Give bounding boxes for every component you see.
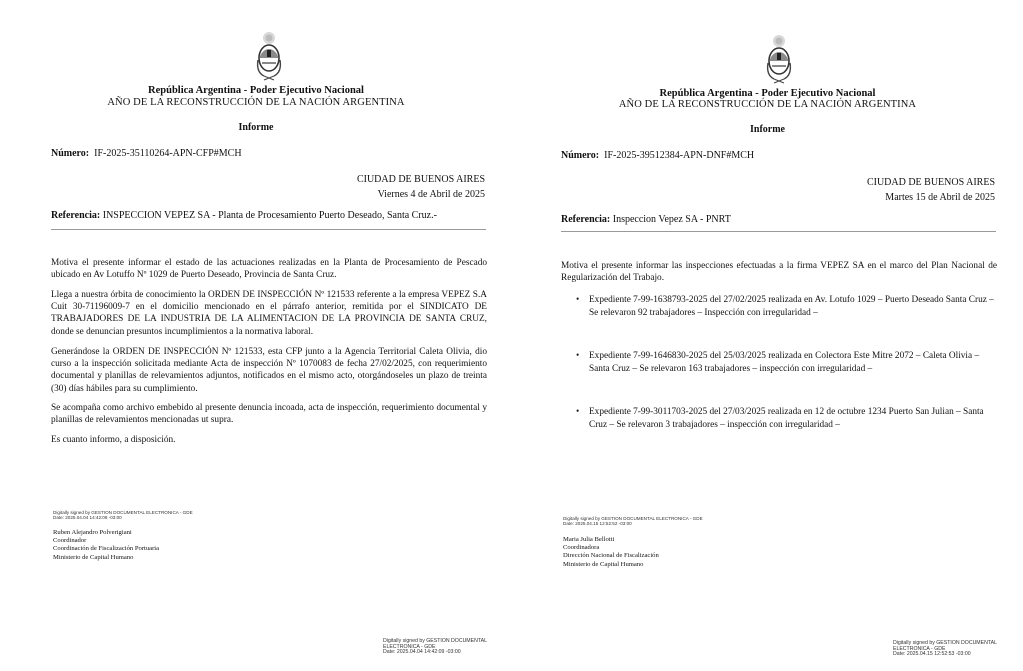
paragraph-1: Motiva el presente informar el estado de las actuaciones realizadas en la Planta de Procesamiento de Pescado ubicado en Av Lotuffo Nº 1029 de Puerto Deseado, Provincia de Santa Cruz. <box>51 258 487 281</box>
signature-date: Date: 2025.04.04 14:42:08 -03:00 <box>53 515 122 520</box>
date: Martes 15 de Abril de 2025 <box>885 192 995 203</box>
expediente-text: Expediente 7-99-1646830-2025 del 25/03/2025 realizada en Colectora Este Mitre 2072 – Caleta Olivia – Santa Cruz – Se relevaron 163 trabajadores – inspección con irregularidad – <box>589 351 980 374</box>
header-year-motto: AÑO DE LA RECONSTRUCCIÓN DE LA NACIÓN ARGENTINA <box>107 97 405 108</box>
stamp-line-1: Digitally signed by GESTION DOCUMENTAL <box>893 640 997 646</box>
reference-label: Referencia: <box>561 214 611 225</box>
signer-ministry: Ministerio de Capital Humano <box>53 553 134 561</box>
signer-role: Coordinador <box>53 537 87 545</box>
document-type: Informe <box>750 124 785 135</box>
document-number <box>561 150 754 161</box>
footer-signature-stamp <box>893 641 997 658</box>
argentina-coat-of-arms-icon <box>764 33 794 85</box>
reference-label: Referencia: <box>51 210 101 221</box>
document-number <box>51 148 242 159</box>
document-type: Informe <box>238 122 274 133</box>
bullet-icon: • <box>576 407 580 417</box>
signature-date: Date: 2025.04.15 12:52:52 -03:00 <box>563 521 632 526</box>
stamp-date: Date: 2025.04.04 14:42:09 -03:00 <box>383 649 461 656</box>
separator-line <box>561 231 996 232</box>
signer-block <box>563 536 659 569</box>
paragraph-3: Generándose la ORDEN DE INSPECCIÓN Nº 121533, esta CFP junto a la Agencia Territorial Caleta Olivia, dio curso a la inspección solicitada mediante Acta de inspección Nº 1070083 de fecha 27/02/2025, con requerimiento documental y planillas de relevamientos adjuntos, notificados en el mismo acto, otorgándoseles un plazo de treinta (30) días hábiles para su cumplimiento. <box>51 347 487 394</box>
stamp-line-1: Digitally signed by GESTION DOCUMENTAL <box>383 638 487 644</box>
digital-signature <box>53 510 193 520</box>
document-right <box>512 0 1023 671</box>
expediente-text: Expediente 7-99-3011703-2025 del 27/03/2025 realizada en 12 de octubre 1234 Puerto San Julian – Santa Cruz – Se relevaron 3 trabajadores – inspección con irregularidad – <box>589 407 984 430</box>
reference-value: INSPECCION VEPEZ SA - Planta de Procesamiento Puerto Deseado, Santa Cruz.- <box>102 210 437 221</box>
city: CIUDAD DE BUENOS AIRES <box>866 177 995 188</box>
header-government: República Argentina - Poder Ejecutivo Nacional <box>659 88 876 99</box>
signer-office: Coordinación de Fiscalización Portuaria <box>53 545 160 553</box>
paragraph-2: Llega a nuestra órbita de conocimiento la ORDEN DE INSPECCIÓN Nº 121533 referente a la empresa VEPEZ S.A Cuit 30-71196009-7 en el domicilio mencionado en el párrafo anterior, remitida por el SINDICATO DE TRABAJADORES DE LA INDUSTRIA DE LA ALIMENTACION DE LA PROVINCIA DE SANTA CRUZ, donde se denuncian presuntos incumplimientos a la normativa laboral. <box>51 290 487 337</box>
signer-ministry: Ministerio de Capital Humano <box>563 560 644 568</box>
header-year-motto: AÑO DE LA RECONSTRUCCIÓN DE LA NACIÓN ARGENTINA <box>618 99 917 110</box>
footer-signature-stamp <box>383 639 487 656</box>
city: CIUDAD DE BUENOS AIRES <box>356 174 485 185</box>
place-date <box>357 172 485 202</box>
stamp-line-2: ELECTRONICA - GDE <box>383 643 436 650</box>
number-value: IF-2025-39512384-APN-DNF#MCH <box>604 150 755 161</box>
signer-name: Maria Julia Bellotti <box>563 536 615 543</box>
list-item <box>573 350 998 376</box>
number-label: Número: <box>561 150 600 161</box>
list-item <box>573 294 998 320</box>
signature-line: Digitally signed by GESTION DOCUMENTAL ELECTRONICA - GDE <box>563 516 703 521</box>
expediente-text: Expediente 7-99-1638793-2025 del 27/02/2025 realizada en Av. Lotufo 1029 – Puerto Deseado Santa Cruz – Se relevaron 92 trabajadores – Inspección con irregularidad – <box>589 295 994 318</box>
reference <box>51 210 437 221</box>
number-label: Número: <box>51 148 90 159</box>
digital-signature <box>563 516 703 526</box>
signature-line: Digitally signed by GESTION DOCUMENTAL ELECTRONICA - GDE <box>53 510 193 515</box>
expedientes-list <box>573 294 998 462</box>
stamp-date: Date: 2025.04.15 12:52:53 -03:00 <box>893 651 971 658</box>
intro-paragraph: Motiva el presente informar las inspecciones efectuadas a la firma VEPEZ SA en el marco del Plan Nacional de Regularización del Trabajo. <box>561 261 997 284</box>
bullet-icon: • <box>576 295 580 305</box>
argentina-coat-of-arms-icon <box>254 30 284 82</box>
stamp-line-2: ELECTRONICA - GDE <box>893 645 946 652</box>
signer-name: Ruben Alejandro Polverigiani <box>53 529 132 536</box>
reference <box>561 214 731 225</box>
paragraph-4: Se acompaña como archivo embebido al presente denuncia incoada, acta de inspección, requerimiento documental y planillas de relevamientos mencionadas ut supra. <box>51 403 487 426</box>
signer-office: Dirección Nacional de Fiscalización <box>563 552 659 560</box>
reference-value: Inspeccion Vepez SA - PNRT <box>612 214 731 225</box>
place-date <box>867 175 995 205</box>
date: Viernes 4 de Abril de 2025 <box>377 189 485 200</box>
header-government: República Argentina - Poder Ejecutivo Nacional <box>148 85 364 96</box>
signer-block <box>53 529 159 562</box>
bullet-icon: • <box>576 351 580 361</box>
number-value: IF-2025-35110264-APN-CFP#MCH <box>94 148 242 159</box>
separator-line <box>51 229 486 230</box>
signer-role: Coordinadora <box>563 544 600 552</box>
paragraph-closing: Es cuanto informo, a disposición. <box>51 435 176 445</box>
list-item <box>573 406 998 432</box>
